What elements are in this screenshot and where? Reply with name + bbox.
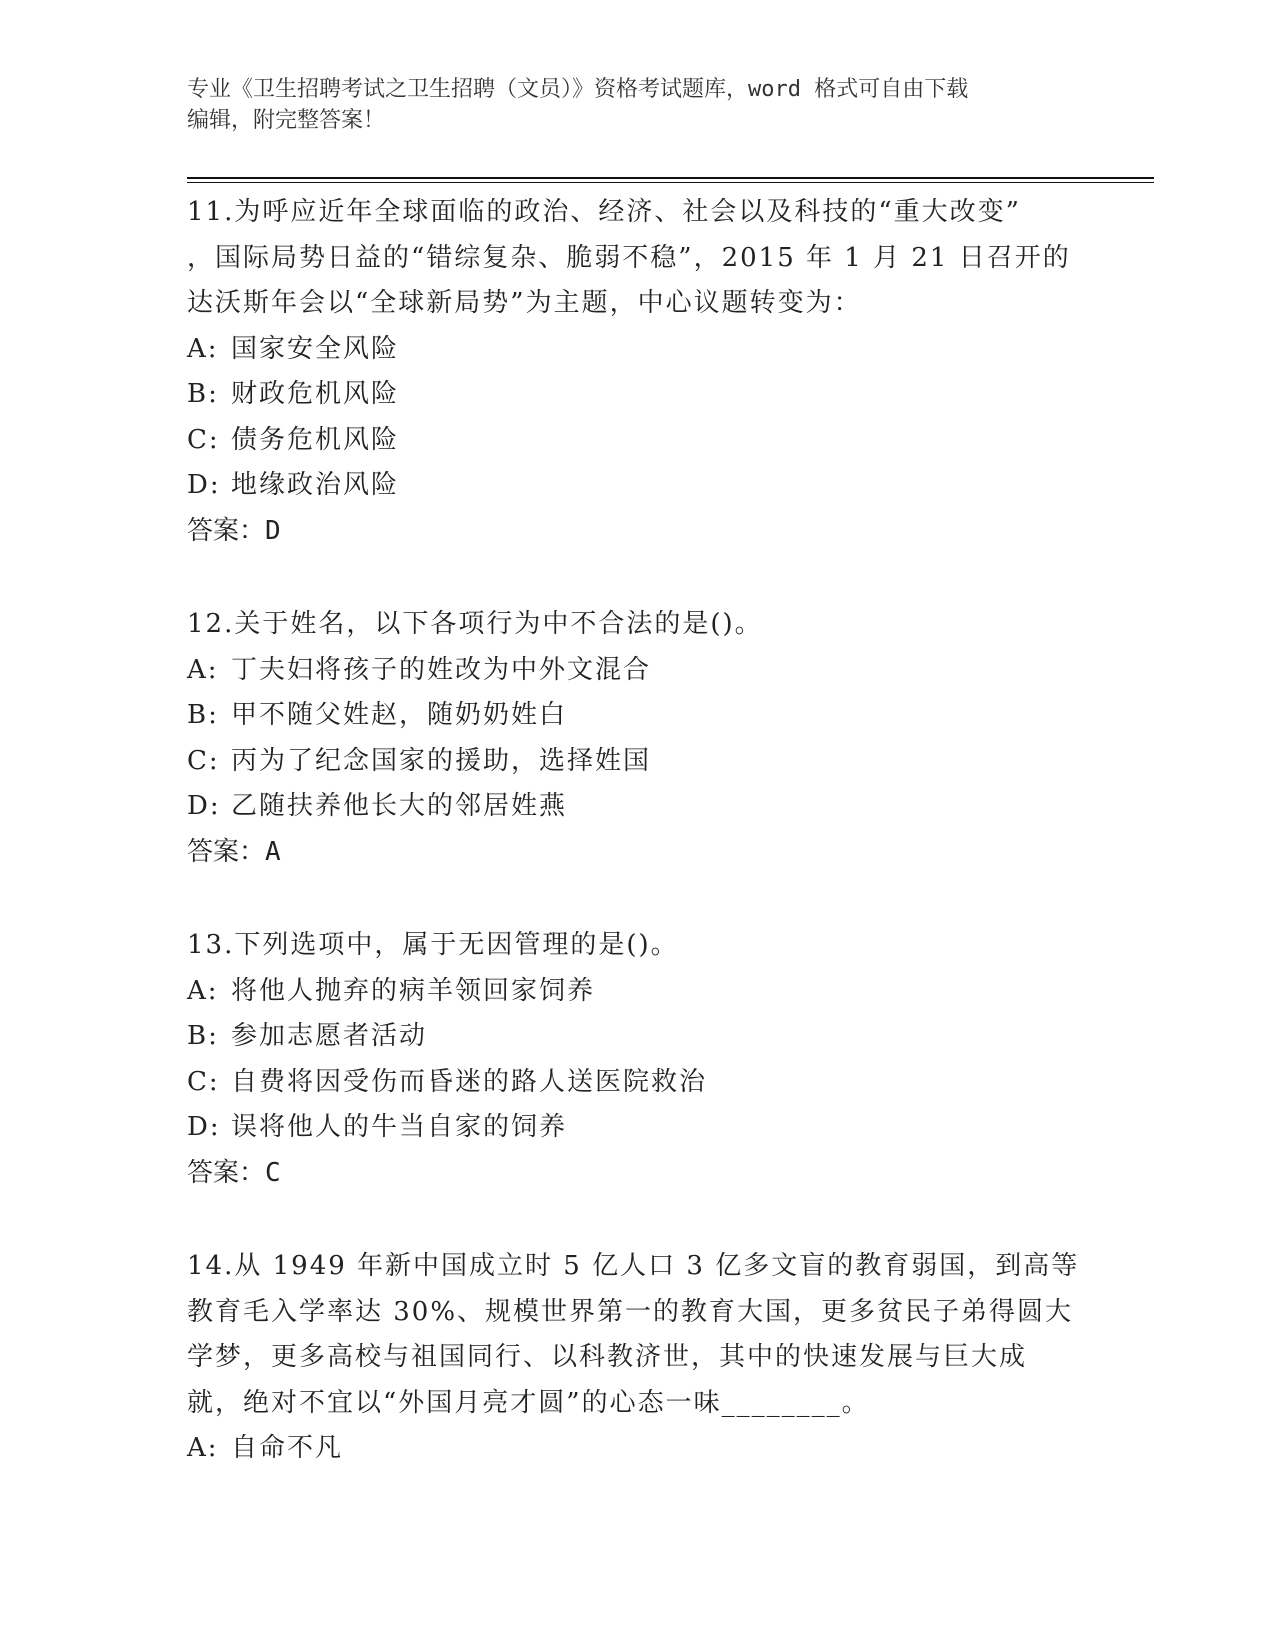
question-stem-line: 达沃斯年会以“全球新局势”为主题，中心议题转变为： (187, 288, 862, 318)
option-text: 丙为了纪念国家的援助，选择姓国 (231, 745, 652, 776)
header-line-2: 编辑，附完整答案！ (187, 108, 386, 133)
question-stem-line: 12.关于姓名，以下各项行为中不合法的是()。 (187, 609, 763, 639)
option-a (187, 648, 1087, 694)
option-c (187, 1060, 1087, 1106)
answer-line: 答案：D (187, 515, 281, 546)
header-divider-thick (187, 177, 1154, 179)
option-text: 参加志愿者活动 (231, 1021, 428, 1051)
option-d (187, 784, 1087, 830)
header-line-1: 专业《卫生招聘考试之卫生招聘（文员）》资格考试题库，word 格式可自由下载 (187, 77, 969, 102)
document-header (187, 74, 1087, 136)
option-d (187, 463, 1087, 509)
answer-line: 答案：A (187, 836, 281, 867)
question-stem-line: ，国际局势日益的“错综复杂、脆弱不稳”，2015 年 1 月 21 日召开的 (187, 242, 1071, 273)
option-text: 将他人抛弃的病羊领回家饲养 (231, 975, 596, 1006)
question-stem-line: 学梦，更多高校与祖国同行、以科教济世，其中的快速发展与巨大成 (187, 1342, 1028, 1372)
option-letter: D: (187, 791, 221, 821)
option-letter: C: (187, 745, 220, 776)
question-stem-line: 11.为呼应近年全球面临的政治、经济、社会以及科技的“重大改变” (187, 197, 1021, 227)
option-a (187, 327, 1087, 373)
option-c (187, 739, 1087, 785)
question-stem-line: 就，绝对不宜以“外国月亮才圆”的心态一味________。 (187, 1387, 870, 1418)
option-c (187, 418, 1087, 464)
option-letter: A: (187, 654, 219, 685)
option-text: 自命不凡 (231, 1433, 344, 1463)
question-14 (187, 1244, 1087, 1472)
question-list (187, 190, 1087, 1520)
option-text: 地缘政治风险 (231, 470, 400, 500)
option-a (187, 969, 1087, 1015)
option-letter: B: (187, 700, 219, 730)
option-letter: A: (187, 1433, 219, 1463)
question-13 (187, 923, 1087, 1196)
question-stem-line: 13.下列选项中，属于无因管理的是()。 (187, 930, 679, 960)
answer-line: 答案：C (187, 1157, 281, 1188)
option-letter: A: (187, 333, 219, 364)
option-letter: B: (187, 379, 219, 409)
option-text: 自费将因受伤而昏迷的路人送医院救治 (231, 1066, 708, 1097)
option-text: 乙随扶养他长大的邻居姓燕 (231, 791, 568, 821)
option-b (187, 372, 1087, 418)
header-divider-thin (187, 182, 1154, 183)
option-letter: C: (187, 424, 220, 455)
option-letter: A: (187, 975, 219, 1006)
option-letter: D: (187, 1112, 221, 1142)
question-11 (187, 190, 1087, 554)
option-d (187, 1105, 1087, 1151)
option-b (187, 693, 1087, 739)
question-12 (187, 602, 1087, 875)
option-letter: C: (187, 1066, 220, 1097)
option-text: 国家安全风险 (231, 333, 400, 364)
question-stem-line: 14.从 1949 年新中国成立时 5 亿人口 3 亿多文盲的教育弱国，到高等 (187, 1251, 1080, 1281)
option-letter: B: (187, 1021, 219, 1051)
question-stem-line: 教育毛入学率达 30%、规模世界第一的教育大国，更多贫民子弟得圆大 (187, 1296, 1074, 1327)
option-text: 甲不随父姓赵，随奶奶姓白 (231, 700, 568, 730)
option-a (187, 1426, 1087, 1472)
option-text: 丁夫妇将孩子的姓改为中外文混合 (231, 654, 652, 685)
option-letter: D: (187, 470, 221, 500)
option-text: 债务危机风险 (231, 424, 400, 455)
option-b (187, 1014, 1087, 1060)
option-text: 财政危机风险 (231, 379, 400, 409)
option-text: 误将他人的牛当自家的饲养 (231, 1112, 568, 1142)
